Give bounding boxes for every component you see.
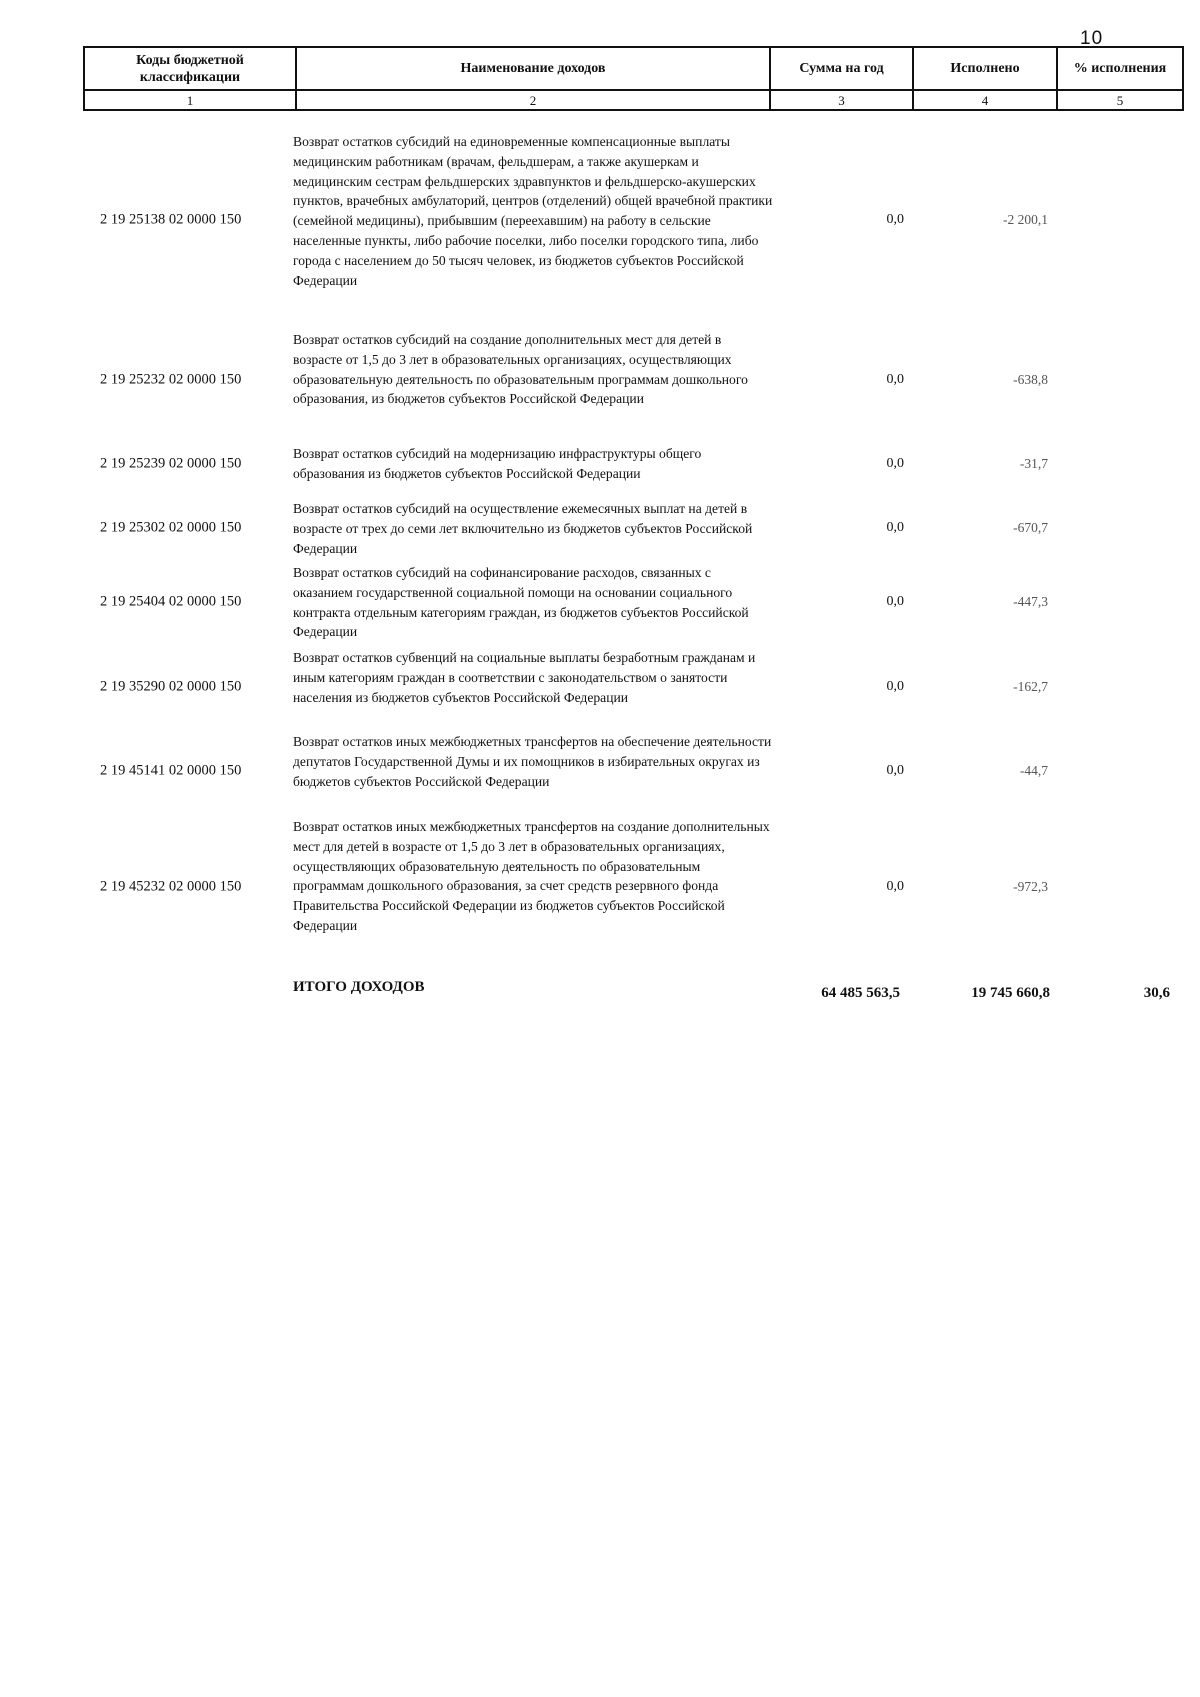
total-row bbox=[0, 975, 1200, 1015]
row-name: Возврат остатков субсидий на единовременные компенсационные выплаты медицинским работникам (врачам, фельдшерам, а также акушеркам и медицинским сестрам фельдшерских здравпунктов и фельдшерско-акушерских пунктов, врачебных амбулаторий, центров (отделений) общей врачебной практики (семейной медицины), прибывшим (переехавшим) на работу в сельские населенные пункты, либо рабочие поселки, либо поселки городского типа, либо города с населением до 50 тысяч человек, из бюджетов субъектов Российской Федерации bbox=[293, 134, 773, 288]
total-percent: 30,6 bbox=[1143, 985, 1170, 1001]
row-code: 2 19 25232 02 0000 150 bbox=[100, 371, 242, 388]
row-plan: 0,0 bbox=[886, 763, 904, 778]
table-row bbox=[0, 815, 1200, 959]
row-code: 2 19 25138 02 0000 150 bbox=[100, 211, 242, 228]
column-number-1: 1 bbox=[83, 89, 297, 111]
row-executed: -2 200,1 bbox=[1003, 212, 1048, 227]
total-executed: 19 745 660,8 bbox=[971, 985, 1050, 1001]
row-executed: -162,7 bbox=[1013, 679, 1048, 694]
table-row bbox=[0, 497, 1200, 559]
row-code: 2 19 25404 02 0000 150 bbox=[100, 593, 242, 610]
row-code: 2 19 45232 02 0000 150 bbox=[100, 878, 242, 895]
total-plan: 64 485 563,5 bbox=[821, 985, 900, 1001]
row-name: Возврат остатков иных межбюджетных трансфертов на обеспечение деятельности депутатов Государственной Думы и их помощников в избирательных округах из бюджетов субъектов Российской Федерации bbox=[293, 734, 772, 789]
header-codes: Коды бюджетной классификации bbox=[83, 46, 297, 91]
page-number: 10 bbox=[1080, 28, 1104, 49]
row-plan: 0,0 bbox=[886, 879, 904, 894]
row-executed: -447,3 bbox=[1013, 594, 1048, 609]
row-name: Возврат остатков субсидий на осуществление ежемесячных выплат на детей в возрасте от трех до семи лет включительно из бюджетов субъектов Российской Федерации bbox=[293, 501, 753, 556]
row-name: Возврат остатков субвенций на социальные выплаты безработным гражданам и иным категориям граждан в соответствии с законодательством о занятости населения из бюджетов субъектов Российской Федерации bbox=[293, 650, 756, 705]
column-number-4: 4 bbox=[912, 89, 1058, 111]
row-name: Возврат остатков иных межбюджетных трансфертов на создание дополнительных мест для детей в возрасте от 1,5 до 3 лет в образовательных организациях, осуществляющих образовательную деятельность по образовательным программам дошкольного образования, за счет средств резервного фонда Правительства Российской Федерации из бюджетов субъектов Российской Федерации bbox=[293, 819, 770, 933]
header-annual-sum: Сумма на год bbox=[769, 46, 914, 91]
total-label: ИТОГО ДОХОДОВ bbox=[293, 979, 425, 995]
table-row bbox=[0, 730, 1200, 812]
row-executed: -31,7 bbox=[1019, 456, 1048, 471]
row-name: Возврат остатков субсидий на модернизацию инфраструктуры общего образования из бюджетов субъектов Российской Федерации bbox=[293, 446, 702, 481]
row-code: 2 19 35290 02 0000 150 bbox=[100, 678, 242, 695]
row-code: 2 19 25239 02 0000 150 bbox=[100, 455, 242, 472]
column-number-2: 2 bbox=[295, 89, 771, 111]
table-row bbox=[0, 128, 1200, 312]
row-executed: -44,7 bbox=[1019, 763, 1048, 778]
row-executed: -638,8 bbox=[1013, 372, 1048, 387]
row-plan: 0,0 bbox=[886, 456, 904, 471]
row-code: 2 19 45141 02 0000 150 bbox=[100, 762, 242, 779]
header-income-name: Наименование доходов bbox=[295, 46, 771, 91]
table-row bbox=[0, 328, 1200, 432]
table-row bbox=[0, 442, 1200, 486]
row-executed: -972,3 bbox=[1013, 879, 1048, 894]
column-number-3: 3 bbox=[769, 89, 914, 111]
row-plan: 0,0 bbox=[886, 212, 904, 227]
row-executed: -670,7 bbox=[1013, 520, 1048, 535]
table-row bbox=[0, 561, 1200, 643]
row-plan: 0,0 bbox=[886, 520, 904, 535]
row-name: Возврат остатков субсидий на софинансирование расходов, связанных с оказанием государственной социальной помощи на основании социального контракта отдельным категориям граждан, из бюджетов субъектов Российской Федерации bbox=[293, 565, 749, 640]
row-plan: 0,0 bbox=[886, 594, 904, 609]
header-executed: Исполнено bbox=[912, 46, 1058, 91]
row-name: Возврат остатков субсидий на создание дополнительных мест для детей в возрасте от 1,5 до 3 лет в образовательных организациях, осуществляющих образовательную деятельность по образовательным программам дошкольного образования, из бюджетов субъектов Российской Федерации bbox=[293, 332, 748, 407]
row-plan: 0,0 bbox=[886, 372, 904, 387]
row-plan: 0,0 bbox=[886, 679, 904, 694]
column-number-5: 5 bbox=[1056, 89, 1184, 111]
row-code: 2 19 25302 02 0000 150 bbox=[100, 519, 242, 536]
header-percent: % исполнения bbox=[1056, 46, 1184, 91]
table-row bbox=[0, 646, 1200, 728]
